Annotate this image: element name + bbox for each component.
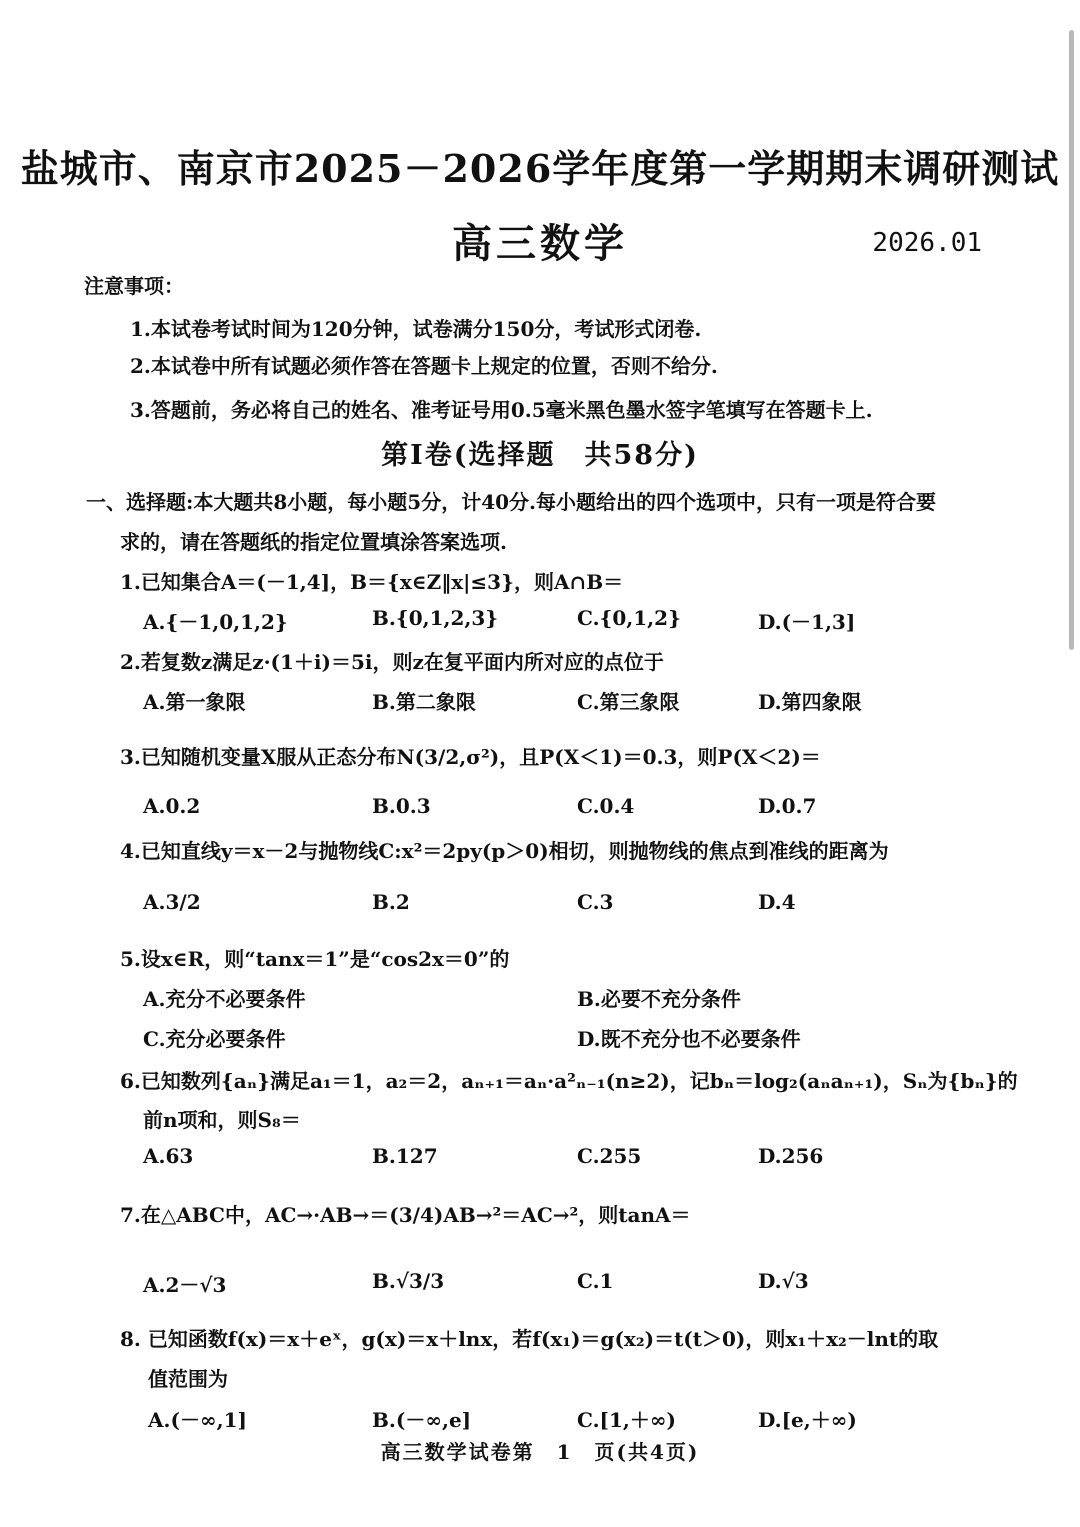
question-stem: 4.已知直线y＝x－2与抛物线C:x²＝2py(p＞0)相切，则抛物线的焦点到准线的距离为 (120, 839, 889, 863)
option-a: A.0.2 (143, 794, 201, 818)
question-stem: 2.若复数z满足z·(1＋i)＝5i，则z在复平面内所对应的点位于 (120, 650, 664, 674)
question-stem: 7.在△ABC中，AC→·AB→＝(3/4)AB→²＝AC→²，则tanA＝ (120, 1203, 691, 1227)
option-c: C.0.4 (577, 794, 635, 818)
subject-title: 高三数学 (452, 220, 628, 267)
option-d: D.√3 (758, 1269, 809, 1293)
option-a: A.充分不必要条件 (143, 987, 306, 1011)
option-a: A.2－√3 (143, 1273, 227, 1297)
page-footer: 高三数学试卷第 1 页(共4页) (380, 1440, 700, 1464)
option-c: C.第三象限 (577, 690, 680, 714)
exam-title: 盐城市、南京市2025－2026学年度第一学期期末调研测试 (20, 146, 1060, 191)
option-b: B.127 (372, 1144, 438, 1168)
option-d: D.4 (758, 890, 796, 914)
option-d: D.0.7 (758, 794, 817, 818)
option-a: A.63 (143, 1144, 194, 1168)
notice-heading: 注意事项： (84, 274, 184, 298)
question-stem-continued: 值范围为 (148, 1367, 228, 1391)
option-c: C.3 (577, 890, 614, 914)
scrollbar[interactable] (1069, 30, 1074, 650)
option-c: C.充分必要条件 (143, 1027, 286, 1051)
section-title: 第Ⅰ卷(选择题 共58分) (381, 440, 699, 471)
option-b: B.第二象限 (372, 690, 476, 714)
option-a: A.{－1,0,1,2} (143, 610, 288, 634)
option-b: B.必要不充分条件 (577, 987, 741, 1011)
exam-date: 2026.01 (872, 228, 982, 258)
question-stem: 1.已知集合A＝(－1,4]，B＝{x∈Z‖x|≤3}，则A∩B＝ (120, 570, 624, 594)
option-c: C.1 (577, 1269, 614, 1293)
option-a: A.第一象限 (143, 690, 246, 714)
notice-item: 2.本试卷中所有试题必须作答在答题卡上规定的位置，否则不给分. (130, 354, 718, 378)
option-c: C.255 (577, 1144, 642, 1168)
question-stem: 8. 已知函数f(x)＝x＋eˣ，g(x)＝x＋lnx，若f(x₁)＝g(x₂)＝t(t＞0)，则x₁＋x₂－lnt的取 (120, 1327, 939, 1351)
question-stem: 6.已知数列{aₙ}满足a₁＝1，a₂＝2，aₙ₊₁＝aₙ·a²ₙ₋₁(n≥2)，记bₙ＝log₂(aₙaₙ₊₁)，Sₙ为{bₙ}的 (120, 1069, 1018, 1093)
question-stem: 3.已知随机变量X服从正态分布N(3/2,σ²)，且P(X＜1)＝0.3，则P(X＜2)＝ (120, 745, 821, 769)
option-b: B.{0,1,2,3} (372, 606, 499, 630)
option-b: B.(－∞,e] (372, 1408, 472, 1432)
option-d: D.既不充分也不必要条件 (577, 1027, 801, 1051)
option-b: B.0.3 (372, 794, 431, 818)
option-d: D.[e,＋∞) (758, 1408, 857, 1432)
option-c: C.[1,＋∞) (577, 1408, 676, 1432)
option-b: B.2 (372, 890, 410, 914)
notice-item: 1.本试卷考试时间为120分钟，试卷满分150分，考试形式闭卷. (130, 317, 702, 341)
question-stem-continued: 前n项和，则S₈＝ (143, 1108, 301, 1132)
option-b: B.√3/3 (372, 1269, 445, 1293)
part-instruction: 求的，请在答题纸的指定位置填涂答案选项. (120, 530, 507, 554)
notice-item: 3.答题前，务必将自己的姓名、准考证号用0.5毫米黑色墨水签字笔填写在答题卡上. (130, 398, 873, 422)
option-a: A.3/2 (143, 890, 201, 914)
option-d: D.第四象限 (758, 690, 862, 714)
option-d: D.256 (758, 1144, 824, 1168)
option-c: C.{0,1,2} (577, 606, 681, 630)
option-d: D.(－1,3] (758, 610, 856, 634)
question-stem: 5.设x∈R，则“tanx＝1”是“cos2x＝0”的 (120, 947, 510, 971)
option-a: A.(－∞,1] (148, 1408, 247, 1432)
part-instruction: 一、选择题:本大题共8小题，每小题5分，计40分.每小题给出的四个选项中，只有一项是符合要 (86, 490, 937, 514)
